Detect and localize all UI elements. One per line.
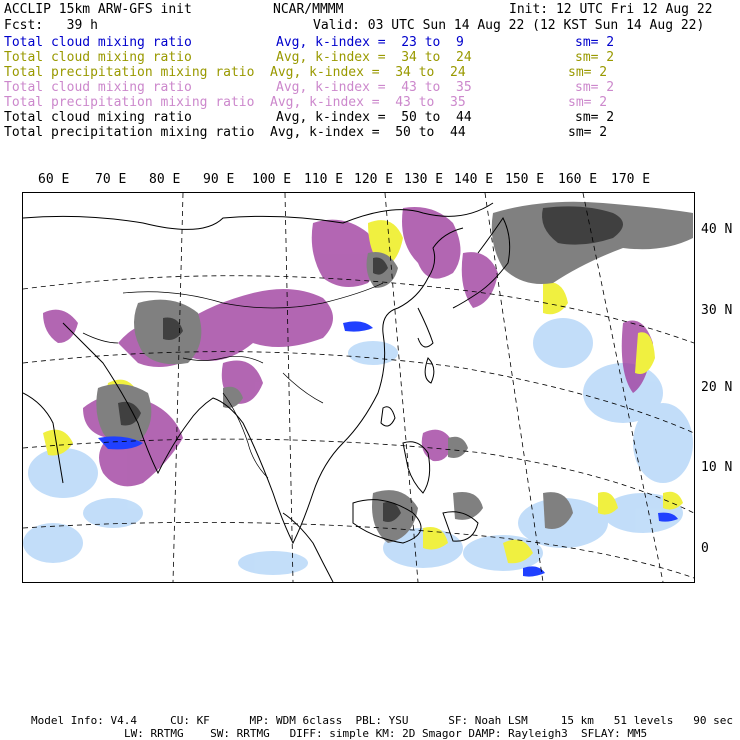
legend-field: Total precipitation mixing ratio <box>4 95 255 110</box>
lat-label: 30 N <box>701 303 733 318</box>
lon-label: 110 E <box>304 172 344 187</box>
legend-sm: sm= 2 <box>568 95 608 110</box>
legend-avg: Avg, k-index = 34 to 24 <box>276 50 472 65</box>
lat-label: 10 N <box>701 460 733 475</box>
forecast-hour: Fcst: 39 h <box>4 18 98 33</box>
legend-sm: sm= 2 <box>568 125 608 140</box>
legend-field: Total cloud mixing ratio <box>4 110 192 125</box>
legend-field: Total precipitation mixing ratio <box>4 125 255 140</box>
legend-sm: sm= 2 <box>575 35 615 50</box>
legend-field: Total cloud mixing ratio <box>4 50 192 65</box>
lat-label: 20 N <box>701 380 733 395</box>
legend-row <box>4 35 192 50</box>
legend-sm: sm= 2 <box>568 65 608 80</box>
lon-label: 70 E <box>95 172 127 187</box>
init-time: Init: 12 UTC Fri 12 Aug 22 <box>509 2 713 17</box>
lon-label: 80 E <box>149 172 181 187</box>
model-info: Model Info: V4.4 CU: KF MP: WDM 6class PBL: YSU SF: Noah LSM 15 km 51 levels 90 sec <box>31 714 733 727</box>
legend-sm: sm= 2 <box>575 50 615 65</box>
lon-label: 90 E <box>203 172 235 187</box>
lon-label: 140 E <box>454 172 494 187</box>
lat-label: 40 N <box>701 222 733 237</box>
lon-label: 60 E <box>38 172 70 187</box>
lon-label: 120 E <box>354 172 394 187</box>
legend-sm: sm= 2 <box>575 110 615 125</box>
legend-avg: Avg, k-index = 34 to 24 <box>270 65 466 80</box>
legend-avg: Avg, k-index = 50 to 44 <box>270 125 466 140</box>
lon-label: 160 E <box>558 172 598 187</box>
legend-field: Total cloud mixing ratio <box>4 35 192 50</box>
legend-avg: Avg, k-index = 43 to 35 <box>276 80 472 95</box>
physics-info: LW: RRTMG SW: RRTMG DIFF: simple KM: 2D Smagor DAMP: Rayleigh3 SFLAY: MM5 <box>124 727 648 740</box>
map-canvas <box>23 193 694 582</box>
model-title: ACCLIP 15km ARW-GFS init <box>4 2 192 17</box>
lon-label: 130 E <box>404 172 444 187</box>
valid-time: Valid: 03 UTC Sun 14 Aug 22 (12 KST Sun 14 Aug 22) <box>313 18 705 33</box>
legend-field: Total precipitation mixing ratio <box>4 65 255 80</box>
legend-avg: Avg, k-index = 23 to 9 <box>276 35 464 50</box>
center-name: NCAR/MMMM <box>273 2 344 17</box>
legend-field: Total cloud mixing ratio <box>4 80 192 95</box>
legend-avg: Avg, k-index = 50 to 44 <box>276 110 472 125</box>
legend-sm: sm= 2 <box>575 80 615 95</box>
lon-label: 150 E <box>505 172 545 187</box>
lon-label: 100 E <box>252 172 292 187</box>
legend-avg: Avg, k-index = 43 to 35 <box>270 95 466 110</box>
map-panel <box>22 192 695 583</box>
lon-label: 170 E <box>611 172 651 187</box>
lat-label: 0 <box>701 541 709 556</box>
